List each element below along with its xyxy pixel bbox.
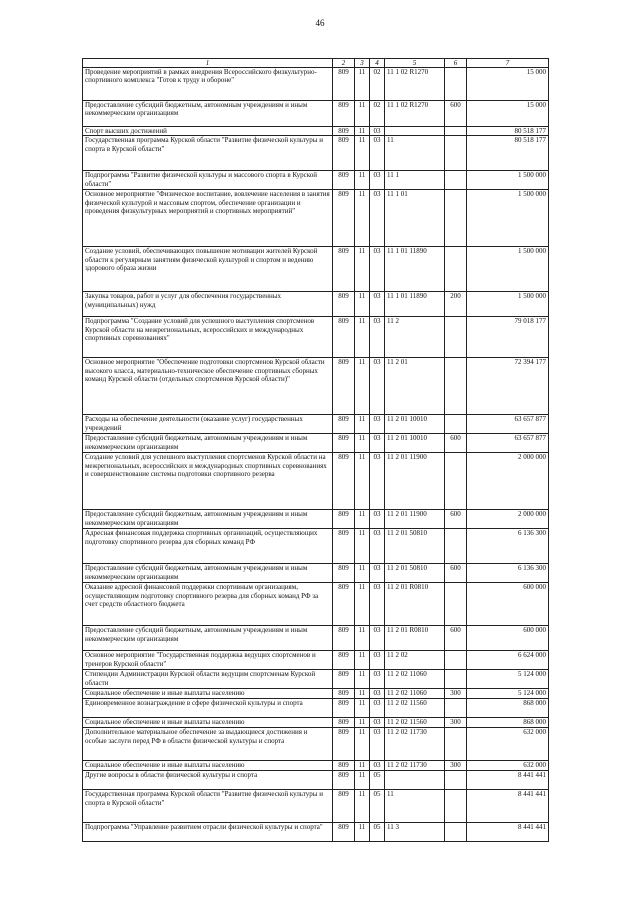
row-target-article-cell: 11 2 01 R0810 [385, 583, 445, 626]
row-amount-cell: 80 518 177 [467, 127, 549, 136]
row-name-cell: Спорт высших достижений [83, 127, 333, 136]
row-expense-type-cell [445, 583, 467, 626]
row-name-cell: Стипендии Администрации Курской области ведущим спортсменам Курской области [83, 670, 333, 689]
row-amount-cell: 8 441 441 [467, 771, 549, 790]
row-target-article-cell: 11 1 01 11890 [385, 292, 445, 317]
row-grbs-cell: 809 [333, 689, 355, 699]
row-name-cell: Предоставление субсидий бюджетным, автономным учреждениям и иным некоммерческим организациям [83, 510, 333, 529]
row-target-article-cell: 11 2 01 R0810 [385, 626, 445, 651]
row-grbs-cell: 809 [333, 415, 355, 434]
row-grbs-cell: 809 [333, 670, 355, 689]
table-row [83, 626, 549, 651]
row-expense-type-cell [445, 136, 467, 171]
column-header: 2 [333, 59, 355, 68]
row-subsection-cell: 03 [370, 626, 385, 651]
row-name-cell: Дополнительное материальное обеспечение за выдающиеся достижения и особые заслуги перед РФ в области физической культуры и спорта [83, 728, 333, 761]
row-name-cell: Подпрограмма "Развитие физической культуры и массового спорта в Курской области" [83, 171, 333, 190]
row-expense-type-cell [445, 651, 467, 670]
row-grbs-cell: 809 [333, 292, 355, 317]
row-name-cell: Оказание адресной финансовой поддержки спортивным организациям, осуществляющим подготовку спортивного резерва для сборных команд РФ за счет средств областного бюджета [83, 583, 333, 626]
row-amount-cell: 15 000 [467, 101, 549, 127]
table-row [83, 136, 549, 171]
row-name-cell: Создание условий, обеспечивающих повышение мотивации жителей Курской области к регулярным занятиям физической культурой и спортом и ведению здорового образа жизни [83, 247, 333, 292]
row-amount-cell: 600 000 [467, 626, 549, 651]
row-name-cell: Другие вопросы в области физической культуры и спорта [83, 771, 333, 790]
column-header: 6 [445, 59, 467, 68]
row-name-cell: Основное мероприятие "Обеспечение подготовки спортсменов Курской области высокого класса, материально-техническое обеспечение спортивных сборных команд Курской области (отдельных спортсменов Курской области)" [83, 358, 333, 415]
row-subsection-cell: 03 [370, 564, 385, 583]
row-expense-type-cell [445, 823, 467, 842]
table-row [83, 434, 549, 453]
row-target-article-cell: 11 2 01 [385, 358, 445, 415]
row-target-article-cell: 11 1 [385, 171, 445, 190]
row-subsection-cell: 03 [370, 529, 385, 564]
row-target-article-cell: 11 2 01 50810 [385, 564, 445, 583]
row-grbs-cell: 809 [333, 728, 355, 761]
row-expense-type-cell [445, 771, 467, 790]
row-grbs-cell: 809 [333, 453, 355, 510]
row-grbs-cell: 809 [333, 583, 355, 626]
column-header: 3 [355, 59, 370, 68]
row-subsection-cell: 03 [370, 190, 385, 247]
row-subsection-cell: 02 [370, 101, 385, 127]
row-name-cell: Предоставление субсидий бюджетным, автономным учреждениям и иным некоммерческим организациям [83, 101, 333, 127]
row-target-article-cell: 11 2 01 10010 [385, 434, 445, 453]
row-target-article-cell [385, 127, 445, 136]
table-row [83, 127, 549, 136]
row-expense-type-cell [445, 453, 467, 510]
row-subsection-cell: 05 [370, 790, 385, 823]
row-grbs-cell: 809 [333, 761, 355, 771]
row-subsection-cell: 03 [370, 761, 385, 771]
row-expense-type-cell: 200 [445, 292, 467, 317]
table-row [83, 670, 549, 689]
row-expense-type-cell [445, 728, 467, 761]
table-row [83, 651, 549, 670]
row-target-article-cell: 11 [385, 790, 445, 823]
row-subsection-cell: 02 [370, 68, 385, 101]
row-amount-cell: 80 518 177 [467, 136, 549, 171]
row-grbs-cell: 809 [333, 247, 355, 292]
table-row [83, 292, 549, 317]
row-target-article-cell: 11 2 01 10010 [385, 415, 445, 434]
table-row [83, 728, 549, 761]
column-header: 4 [370, 59, 385, 68]
row-subsection-cell: 03 [370, 317, 385, 358]
column-header: 7 [467, 59, 549, 68]
row-target-article-cell: 11 1 01 [385, 190, 445, 247]
table-row [83, 317, 549, 358]
row-grbs-cell: 809 [333, 651, 355, 670]
row-expense-type-cell: 600 [445, 626, 467, 651]
row-name-cell: Адресная финансовая поддержка спортивных организаций, осуществляющих подготовку спортивного резерва для сборных команд РФ [83, 529, 333, 564]
row-section-cell: 11 [355, 651, 370, 670]
row-grbs-cell: 809 [333, 771, 355, 790]
row-subsection-cell: 03 [370, 434, 385, 453]
table-row [83, 510, 549, 529]
row-expense-type-cell [445, 190, 467, 247]
row-grbs-cell: 809 [333, 171, 355, 190]
row-target-article-cell: 11 [385, 136, 445, 171]
row-subsection-cell: 03 [370, 689, 385, 699]
row-grbs-cell: 809 [333, 317, 355, 358]
row-amount-cell: 1 500 000 [467, 247, 549, 292]
table-row [83, 823, 549, 842]
row-subsection-cell: 03 [370, 510, 385, 529]
row-amount-cell: 600 000 [467, 583, 549, 626]
row-target-article-cell: 11 2 02 11060 [385, 670, 445, 689]
row-expense-type-cell [445, 68, 467, 101]
row-section-cell: 11 [355, 317, 370, 358]
row-target-article-cell: 11 2 02 11730 [385, 761, 445, 771]
row-expense-type-cell [445, 358, 467, 415]
row-expense-type-cell [445, 247, 467, 292]
row-grbs-cell: 809 [333, 136, 355, 171]
row-target-article-cell: 11 1 02 R1270 [385, 101, 445, 127]
row-target-article-cell: 11 1 01 11890 [385, 247, 445, 292]
row-name-cell: Предоставление субсидий бюджетным, автономным учреждениям и иным некоммерческим организациям [83, 434, 333, 453]
row-section-cell: 11 [355, 529, 370, 564]
row-subsection-cell: 03 [370, 292, 385, 317]
row-subsection-cell: 03 [370, 247, 385, 292]
row-target-article-cell: 11 2 02 11560 [385, 699, 445, 718]
row-expense-type-cell [445, 529, 467, 564]
row-section-cell: 11 [355, 292, 370, 317]
row-grbs-cell: 809 [333, 510, 355, 529]
row-subsection-cell: 03 [370, 453, 385, 510]
row-name-cell: Подпрограмма "Управление развитием отрасли физической культуры и спорта" [83, 823, 333, 842]
row-name-cell: Государственная программа Курской области "Развитие физической культуры и спорта в Курской области" [83, 136, 333, 171]
column-header: 1 [83, 59, 333, 68]
row-amount-cell: 6 136 300 [467, 564, 549, 583]
row-name-cell: Социальное обеспечение и иные выплаты населению [83, 718, 333, 728]
row-grbs-cell: 809 [333, 564, 355, 583]
row-expense-type-cell: 600 [445, 434, 467, 453]
row-name-cell: Основное мероприятие "Физическое воспитание, вовлечение населения в занятия физической культурой и массовым спортом, обеспечение организации и проведения физкультурных мероприятий и спортивных мероприятий" [83, 190, 333, 247]
row-target-article-cell: 11 2 02 11060 [385, 689, 445, 699]
row-amount-cell: 6 624 000 [467, 651, 549, 670]
row-target-article-cell: 11 2 01 11900 [385, 510, 445, 529]
row-section-cell: 11 [355, 171, 370, 190]
row-target-article-cell: 11 3 [385, 823, 445, 842]
row-grbs-cell: 809 [333, 127, 355, 136]
row-name-cell: Закупка товаров, работ и услуг для обеспечения государственных (муниципальных) нужд [83, 292, 333, 317]
row-subsection-cell: 03 [370, 718, 385, 728]
row-amount-cell: 79 018 177 [467, 317, 549, 358]
row-name-cell: Социальное обеспечение и иные выплаты населению [83, 761, 333, 771]
row-name-cell: Подпрограмма "Создание условий для успешного выступления спортсменов Курской области на межрегиональных, всероссийских и международных спортивных соревнованиях" [83, 317, 333, 358]
table-body [83, 68, 549, 842]
row-grbs-cell: 809 [333, 101, 355, 127]
row-amount-cell: 8 441 441 [467, 823, 549, 842]
row-amount-cell: 2 000 000 [467, 510, 549, 529]
row-amount-cell: 1 500 000 [467, 292, 549, 317]
row-amount-cell: 63 657 877 [467, 434, 549, 453]
table-row [83, 761, 549, 771]
row-section-cell: 11 [355, 771, 370, 790]
page-number: 46 [315, 18, 325, 28]
row-amount-cell: 1 500 000 [467, 171, 549, 190]
row-expense-type-cell [445, 699, 467, 718]
row-name-cell: Создание условий для успешного выступления спортсменов Курской области на межрегиональных, всероссийских и международных спортивных соревнованиях и совершенствование системы подготовки спортивного резерва [83, 453, 333, 510]
row-amount-cell: 632 000 [467, 728, 549, 761]
row-subsection-cell: 03 [370, 127, 385, 136]
row-target-article-cell: 11 1 02 R1270 [385, 68, 445, 101]
row-name-cell: Социальное обеспечение и иные выплаты населению [83, 689, 333, 699]
column-header: 5 [385, 59, 445, 68]
row-grbs-cell: 809 [333, 434, 355, 453]
row-grbs-cell: 809 [333, 68, 355, 101]
row-subsection-cell: 03 [370, 728, 385, 761]
row-section-cell: 11 [355, 823, 370, 842]
table-header-row [83, 59, 549, 68]
row-grbs-cell: 809 [333, 823, 355, 842]
row-subsection-cell: 03 [370, 358, 385, 415]
row-section-cell: 11 [355, 190, 370, 247]
row-name-cell: Единовременное вознаграждение в сфере физической культуры и спорта [83, 699, 333, 718]
row-expense-type-cell [445, 790, 467, 823]
row-section-cell: 11 [355, 670, 370, 689]
row-expense-type-cell: 300 [445, 689, 467, 699]
row-section-cell: 11 [355, 761, 370, 771]
row-grbs-cell: 809 [333, 699, 355, 718]
row-section-cell: 11 [355, 136, 370, 171]
row-section-cell: 11 [355, 718, 370, 728]
table-row [83, 689, 549, 699]
row-expense-type-cell [445, 670, 467, 689]
row-section-cell: 11 [355, 564, 370, 583]
table-row [83, 101, 549, 127]
row-section-cell: 11 [355, 434, 370, 453]
row-subsection-cell: 03 [370, 583, 385, 626]
row-amount-cell: 5 124 000 [467, 689, 549, 699]
row-section-cell: 11 [355, 415, 370, 434]
row-section-cell: 11 [355, 790, 370, 823]
row-expense-type-cell: 600 [445, 510, 467, 529]
row-name-cell: Предоставление субсидий бюджетным, автономным учреждениям и иным некоммерческим организациям [83, 626, 333, 651]
row-amount-cell: 8 441 441 [467, 790, 549, 823]
row-amount-cell: 15 000 [467, 68, 549, 101]
row-subsection-cell: 03 [370, 670, 385, 689]
row-expense-type-cell [445, 415, 467, 434]
row-name-cell: Предоставление субсидий бюджетным, автономным учреждениям и иным некоммерческим организациям [83, 564, 333, 583]
row-expense-type-cell [445, 127, 467, 136]
row-target-article-cell: 11 2 01 11900 [385, 453, 445, 510]
row-section-cell: 11 [355, 699, 370, 718]
row-amount-cell: 6 136 300 [467, 529, 549, 564]
table-row [83, 68, 549, 101]
table-row [83, 529, 549, 564]
row-amount-cell: 1 500 000 [467, 190, 549, 247]
row-grbs-cell: 809 [333, 790, 355, 823]
row-expense-type-cell [445, 317, 467, 358]
row-section-cell: 11 [355, 728, 370, 761]
row-expense-type-cell: 300 [445, 718, 467, 728]
row-name-cell: Государственная программа Курской области "Развитие физической культуры и спорта в Курской области" [83, 790, 333, 823]
row-amount-cell: 63 657 877 [467, 415, 549, 434]
row-name-cell: Основное мероприятие "Государственная поддержка ведущих спортсменов и тренеров Курской области" [83, 651, 333, 670]
table-row [83, 771, 549, 790]
row-grbs-cell: 809 [333, 358, 355, 415]
row-expense-type-cell [445, 171, 467, 190]
table-row [83, 247, 549, 292]
row-target-article-cell: 11 2 01 50810 [385, 529, 445, 564]
row-name-cell: Проведение мероприятий в рамках внедрения Всероссийского физкультурно-спортивного комплекса "Готов к труду и обороне" [83, 68, 333, 101]
row-expense-type-cell: 300 [445, 761, 467, 771]
table-row [83, 564, 549, 583]
row-target-article-cell [385, 771, 445, 790]
row-target-article-cell: 11 2 02 11730 [385, 728, 445, 761]
row-target-article-cell: 11 2 02 11560 [385, 718, 445, 728]
table-row [83, 790, 549, 823]
row-section-cell: 11 [355, 68, 370, 101]
row-amount-cell: 868 000 [467, 718, 549, 728]
row-section-cell: 11 [355, 247, 370, 292]
row-subsection-cell: 03 [370, 415, 385, 434]
row-amount-cell: 2 000 000 [467, 453, 549, 510]
row-subsection-cell: 05 [370, 771, 385, 790]
row-section-cell: 11 [355, 583, 370, 626]
row-section-cell: 11 [355, 127, 370, 136]
row-amount-cell: 72 394 177 [467, 358, 549, 415]
row-grbs-cell: 809 [333, 718, 355, 728]
row-target-article-cell: 11 2 02 [385, 651, 445, 670]
table-row [83, 718, 549, 728]
table-row [83, 358, 549, 415]
table-row [83, 583, 549, 626]
row-amount-cell: 632 000 [467, 761, 549, 771]
row-subsection-cell: 03 [370, 136, 385, 171]
table-row [83, 699, 549, 718]
row-subsection-cell: 03 [370, 171, 385, 190]
row-amount-cell: 5 124 000 [467, 670, 549, 689]
row-name-cell: Расходы на обеспечение деятельности (оказание услуг) государственных учреждений [83, 415, 333, 434]
row-target-article-cell: 11 2 [385, 317, 445, 358]
table-row [83, 190, 549, 247]
row-subsection-cell: 03 [370, 699, 385, 718]
row-section-cell: 11 [355, 626, 370, 651]
row-expense-type-cell: 600 [445, 564, 467, 583]
table-row [83, 453, 549, 510]
row-section-cell: 11 [355, 101, 370, 127]
row-expense-type-cell: 600 [445, 101, 467, 127]
row-section-cell: 11 [355, 689, 370, 699]
row-grbs-cell: 809 [333, 190, 355, 247]
table-row [83, 171, 549, 190]
row-grbs-cell: 809 [333, 626, 355, 651]
row-subsection-cell: 03 [370, 651, 385, 670]
table-row [83, 415, 549, 434]
row-section-cell: 11 [355, 453, 370, 510]
row-section-cell: 11 [355, 358, 370, 415]
budget-table [82, 58, 549, 842]
row-subsection-cell: 05 [370, 823, 385, 842]
row-section-cell: 11 [355, 510, 370, 529]
row-amount-cell: 868 000 [467, 699, 549, 718]
row-grbs-cell: 809 [333, 529, 355, 564]
